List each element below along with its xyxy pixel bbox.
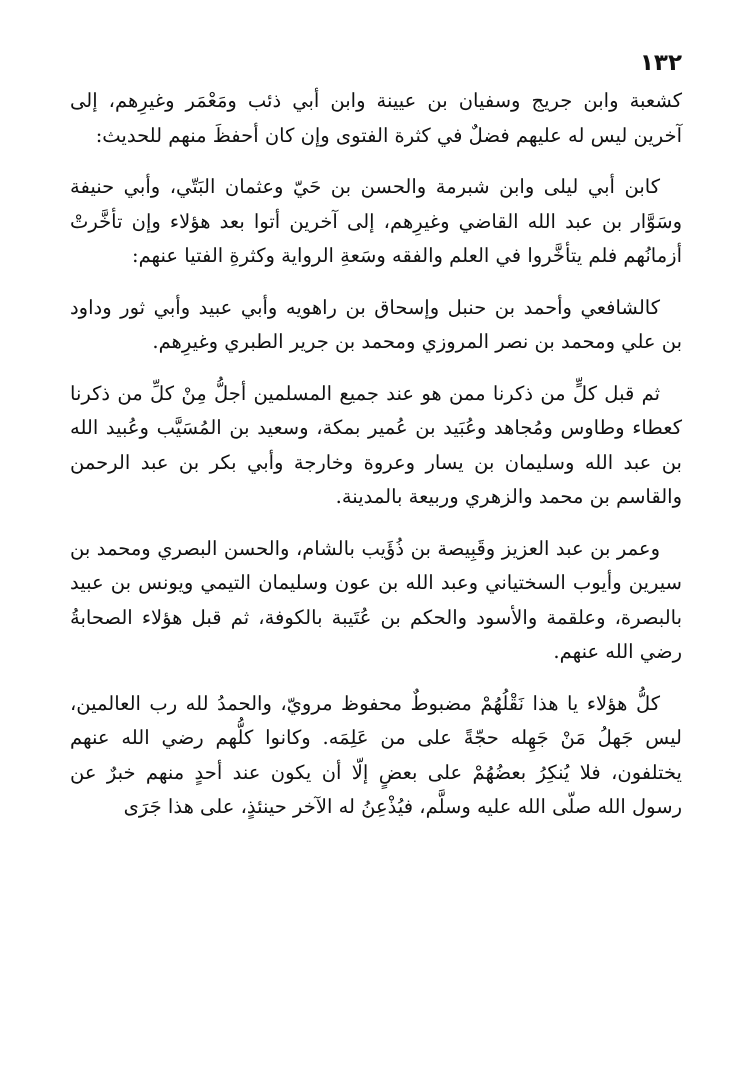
document-page bbox=[70, 48, 682, 825]
paragraph-2: كابن أبي ليلى وابن شبرمة والحسن بن حَيّ وعثمان البَتّي، وأبي حنيفة وسَوَّار بن عبد الله القاضي وغيرِهم، إلى آخرين أتوا بعد هؤلاء وإن تأخَّرتْ أزمانُهم فلم يتأخَّروا في العلم والفقه وسَعةِ الرواية وكثرةِ الفتيا عنهم: bbox=[70, 175, 682, 267]
paragraph-3: كالشافعي وأحمد بن حنبل وإسحاق بن راهويه وأبي عبيد وأبي ثور وداود بن علي ومحمد بن نصر المروزي ومحمد بن جرير الطبري وغيرِهم. bbox=[70, 295, 682, 353]
paragraph-1: كشعبة وابن جريج وسفيان بن عيينة وابن أبي ذئب ومَعْمَر وغيرِهم، إلى آخرين ليس له عليهم فضلٌ في كثرة الفتوى وإن كان أحفظَ منهم للحديث: bbox=[70, 89, 682, 147]
paragraph-6: كلُّ هؤلاء يا هذا نَقْلُهُمْ مضبوطٌ محفوظ مرويّ، والحمدُ لله رب العالمين، ليس جَهلُ مَنْ جَهِله حجّةً على من عَلِمَه. وكانوا كلُّهم رضي الله عنهم يختلفون، فلا يُنكِرُ بعضُهُمْ على بعضٍ إلّا أن يكون عند أحدٍ منهم خبرٌ عن رسول الله صلّى الله عليه وسلَّم، فيُذْعِنُ له الآخر حينئذٍ، على هذا جَرَى bbox=[70, 691, 682, 818]
paragraph-4: ثم قبل كلٍّ من ذكرنا ممن هو عند جميع المسلمين أجلُّ مِنْ كلِّ من ذكرنا كعطاء وطاوس ومُجاهد وعُبَيد بن عُمير بمكة، وسعيد بن المُسَيَّب وعُبيد الله بن عبد الله وسليمان بن يسار وعروة وخارجة وأبي بكر بن عبد الرحمن والقاسم بن محمد والزهري وربيعة بالمدينة. bbox=[70, 381, 682, 508]
paragraph-5: وعمر بن عبد العزيز وقَبِيصة بن ذُؤَيب بالشام، والحسن البصري ومحمد بن سيرين وأيوب السختياني وعبد الله بن عون وسليمان التيمي ويونس بن عبيد بالبصرة، وعلقمة والأسود والحكم بن عُتَيبة بالكوفة، ثم قبل هؤلاء الصحابةُ رضي الله عنهم. bbox=[70, 536, 682, 663]
page-number: ١٣٢ bbox=[639, 50, 682, 76]
